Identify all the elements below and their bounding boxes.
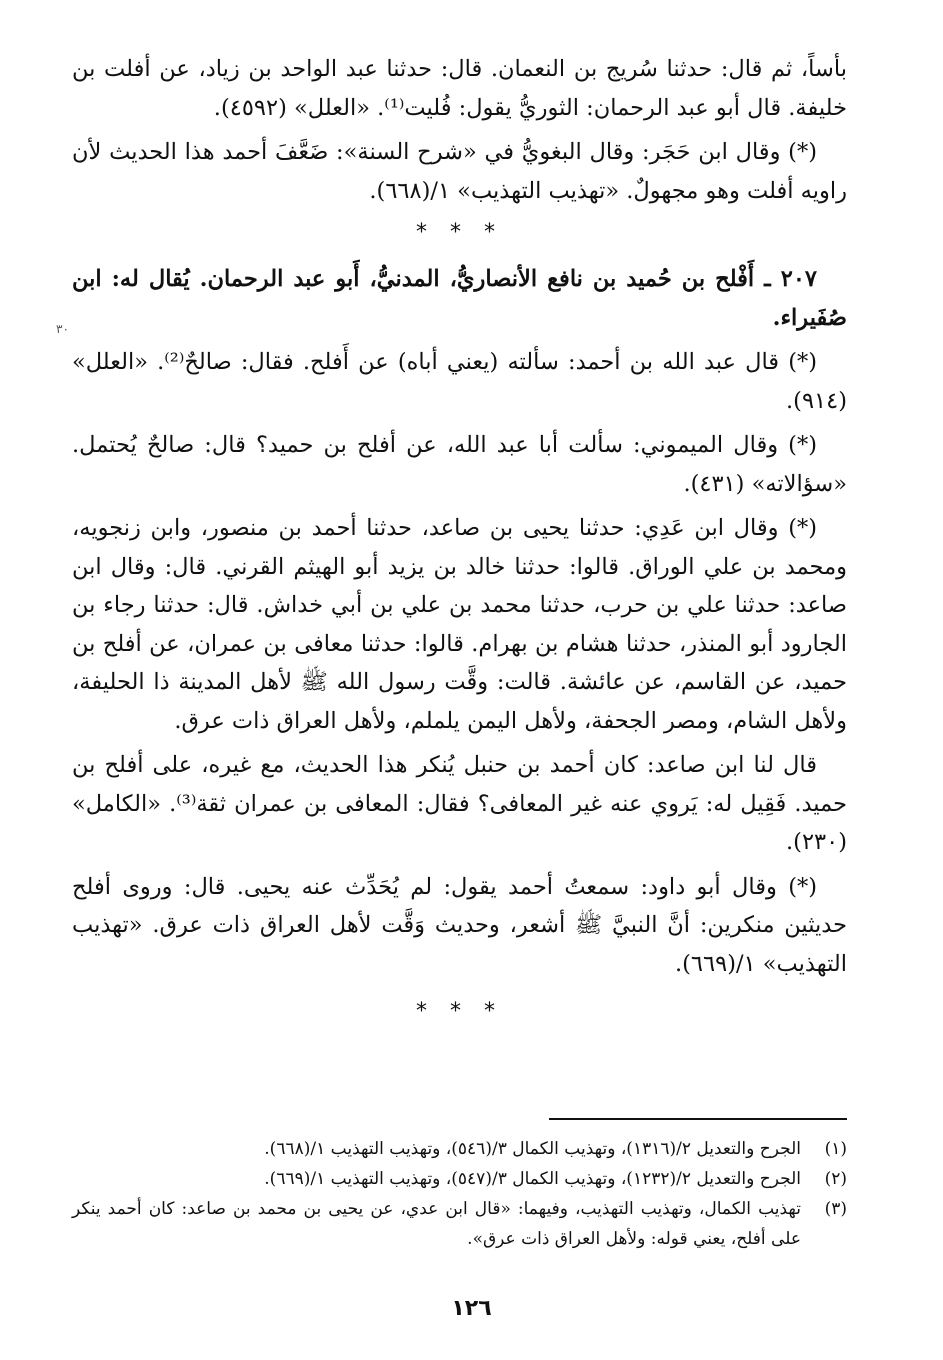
paragraph-ibn-adi: (*) وقال ابن عَدِي: حدثنا يحيى بن صاعد، حدثنا أحمد بن منصور، وابن زنجويه، ومحمد بن علي الوراق. قالوا: حدثنا خالد بن يزيد أبو الهيثم القرني. قال: وقال ابن صاعد: حدثنا علي بن حرب، حدثنا محمد بن علي بن أبي خداش. قال: حدثنا رجاء بن الجارود أبو المنذر، حدثنا هشام بن بهرام. قالوا: حدثنا معافى بن عمران، عن أفلح بن حميد، عن القاسم، عن عائشة. قالت: وقَّت رسول الله ﷺ لأهل المدينة ذا الحليفة، ولأهل الشام، ومصر الجحفة، ولأهل اليمن يلملم، ولأهل العراق ذات عرق. <box>72 515 847 734</box>
footnote-rule <box>549 1118 847 1120</box>
paragraph-abdullah: (*) قال عبد الله بن أحمد: سألته (يعني أباه) عن أَفلح. فقال: صالحٌ⁽²⁾. «العلل» (٩١٤). <box>72 349 847 414</box>
section-separator: * * * <box>416 220 503 245</box>
section-separator-end: * * * <box>416 999 503 1024</box>
page-number: ١٢٦ <box>451 1296 492 1321</box>
footnote-text: تهذيب الكمال، وتهذيب التهذيب، وفيهما: «قال ابن عدي، عن يحيى بن محمد بن صاعد: كان أحمد ينكر على أفلح، يعني قوله: ولأهل العراق ذات عرق». <box>72 1199 801 1249</box>
paragraph-abu-dawud: (*) وقال أبو داود: سمعتُ أحمد يقول: لم يُحَدِّث عنه يحيى. قال: وروى أفلح حديثين منكرين: أنَّ النبيَّ ﷺ أشعر، وحديث وَقَّت لأهل العراق ذات عرق. «تهذيب التهذيب» ١/(٦٦٩). <box>72 873 847 977</box>
footnote-number: (٣) <box>824 1199 847 1219</box>
paragraph-ibn-hajar: (*) وقال ابن حَجَر: وقال البغويُّ في «شرح السنة»: ضَعَّفَ أحمد هذا الحديث لأن راويه أفلت وهو مجهولٌ. «تهذيب التهذيب» ١/(٦٦٨). <box>72 139 847 204</box>
entry-heading: ٢٠٧ ـ أَفْلح بن حُميد بن نافع الأنصاريُّ، المدنيُّ، أَبو عبد الرحمان. يُقال له: ابن صُفَيراء. <box>72 266 847 331</box>
footnote-text: الجرح والتعديل ٢/(١٢٣٢)، وتهذيب الكمال ٣/(٥٤٧)، وتهذيب التهذيب ١/(٦٦٩). <box>264 1169 801 1189</box>
paragraph-maymuni: (*) وقال الميموني: سألت أبا عبد الله، عن أفلح بن حميد؟ قال: صالحٌ يُحتمل. «سؤالاته» (٤٣١). <box>72 432 847 497</box>
footnote-number: (٢) <box>824 1169 847 1189</box>
footnote-item <box>72 1164 847 1194</box>
paragraph-ibn-saed: قال لنا ابن صاعد: كان أحمد بن حنبل يُنكر هذا الحديث، مع غيره، على أفلح بن حميد. فَقِيل له: يَروي عنه غير المعافى؟ فقال: المعافى بن عمران ثقة⁽³⁾. «الكامل» (٢٣٠). <box>72 752 847 855</box>
footnote-text: الجرح والتعديل ٢/(١٣١٦)، وتهذيب الكمال ٣/(٥٤٦)، وتهذيب التهذيب ١/(٦٦٨). <box>264 1139 801 1159</box>
footnote-item <box>72 1134 847 1164</box>
footnote-number: (١) <box>824 1139 847 1159</box>
footnotes <box>72 1134 847 1254</box>
paragraph-continuation: بأساً، ثم قال: حدثنا سُريج بن النعمان. قال: حدثنا عبد الواحد بن زياد، عن أفلت بن خليفة. قال أبو عبد الرحمان: الثوريُّ يقول: فُليت⁽¹⁾. «العلل» (٤٥٩٢). <box>72 56 847 121</box>
margin-mark: ٣٠ <box>56 322 69 336</box>
footnote-item <box>72 1194 847 1254</box>
